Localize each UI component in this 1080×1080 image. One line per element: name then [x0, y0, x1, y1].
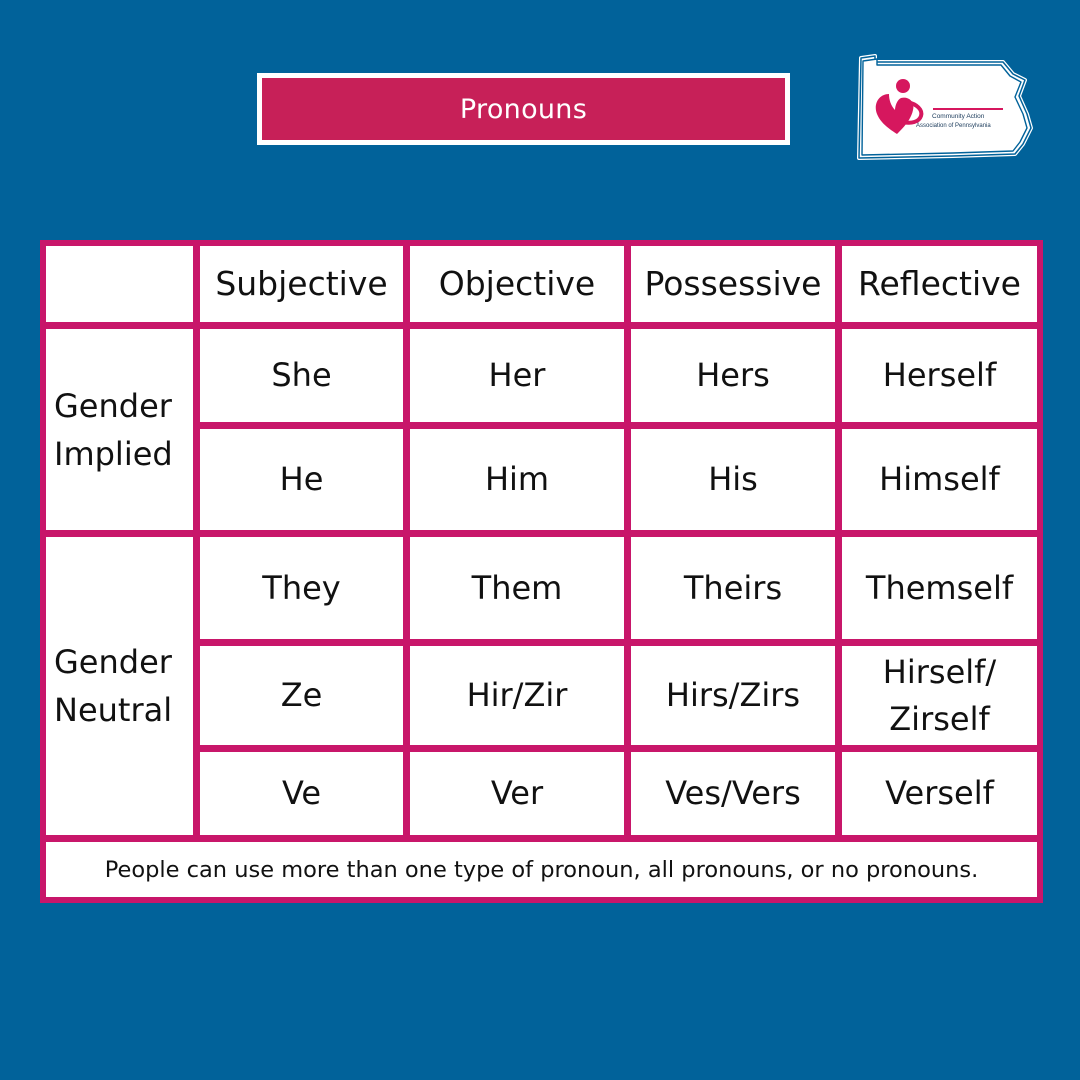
group-label-gender-implied: Gender Implied — [46, 329, 193, 530]
group-label-gender-neutral: Gender Neutral — [46, 537, 193, 835]
header-reflective: Reflective — [842, 246, 1037, 322]
cell-hirs-zirs: Hirs/Zirs — [631, 646, 835, 745]
cell-his: His — [631, 429, 835, 530]
cell-ver: Ver — [410, 752, 624, 835]
cell-he: He — [200, 429, 403, 530]
table-footnote: People can use more than one type of pronoun, all pronouns, or no pronouns. — [46, 842, 1037, 897]
cell-ze: Ze — [200, 646, 403, 745]
cell-hers: Hers — [631, 329, 835, 422]
header-empty-cell — [46, 246, 193, 322]
cell-they: They — [200, 537, 403, 639]
cell-hirself-zirself: Hirself/ Zirself — [842, 646, 1037, 745]
cell-themself: Themself — [842, 537, 1037, 639]
cell-ves-vers: Ves/Vers — [631, 752, 835, 835]
cell-verself: Verself — [842, 752, 1037, 835]
header-objective: Objective — [410, 246, 624, 322]
cell-herself: Herself — [842, 329, 1037, 422]
cell-she: She — [200, 329, 403, 422]
cell-ve: Ve — [200, 752, 403, 835]
cell-hir-zir: Hir/Zir — [410, 646, 624, 745]
logo-line-1: Community Action — [932, 113, 985, 120]
header-possessive: Possessive — [631, 246, 835, 322]
logo-name: CAAP — [936, 89, 985, 108]
cell-her: Her — [410, 329, 624, 422]
page-title: Pronouns — [257, 73, 790, 145]
header-subjective: Subjective — [200, 246, 403, 322]
logo-line-2: Association of Pennsylvania — [916, 123, 991, 129]
cell-theirs: Theirs — [631, 537, 835, 639]
cell-himself: Himself — [842, 429, 1037, 530]
cell-him: Him — [410, 429, 624, 530]
cell-them: Them — [410, 537, 624, 639]
